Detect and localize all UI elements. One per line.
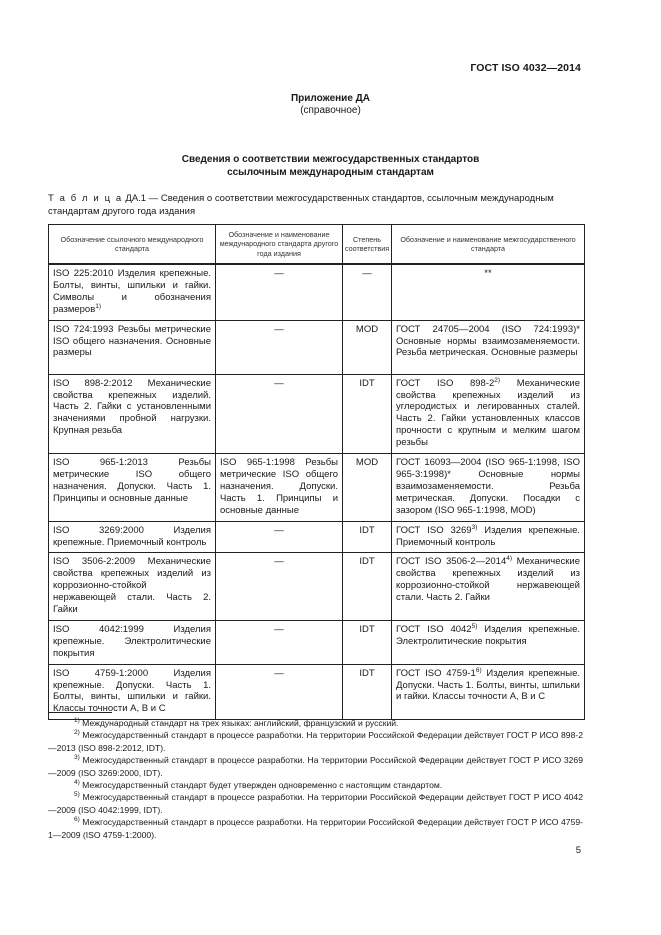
other-cell: — [216, 620, 343, 664]
gost-cell: ГОСТ 24705—2004 (ISO 724:1993)* Основные нормы взаимозаменяемости. Резьба метрическая. Основные размеры [392, 320, 585, 374]
table-row [49, 620, 585, 664]
appendix-subtitle: (справочное) [300, 105, 361, 116]
footnote-text: Межгосударственный стандарт в процессе разработки. На территории Российской Федерации действует ГОСТ Р ИСО 898-2—2013 (ISO 898-2:2012, IDT). [48, 730, 583, 753]
gost-text-tail: Изделия крепежные. Приемочный контроль [396, 524, 580, 548]
footnote-divider [48, 712, 112, 713]
gost-text: ГОСТ ISO 898-2 [396, 377, 495, 389]
degree-cell: — [343, 264, 392, 320]
degree-cell: IDT [343, 521, 392, 553]
footnote-item [48, 717, 583, 729]
footnote-ref: 2) [494, 376, 501, 384]
footnote-number: 3) [74, 754, 80, 762]
degree-cell: MOD [343, 454, 392, 522]
other-cell: — [216, 264, 343, 320]
other-cell: — [216, 374, 343, 453]
footnote-number: 4) [74, 779, 80, 787]
footnote-text: Международный стандарт на трех языках: английский, французский и русский. [79, 718, 399, 728]
ref-text: ISO 225:2010 Изделия крепежные. Болты, винты, шпильки и гайки. Символы и обозначения размеров [53, 268, 211, 315]
correspondence-table [48, 224, 585, 720]
gost-text-tail: Механические свойства крепежных изделий из углеродистых и легированных сталей. Часть 2. Гайки установленных классов прочности с крупным и мелким шагом резьбы [396, 377, 580, 449]
section-title-line-2: ссылочным международным стандартам [227, 167, 434, 178]
page-number: 5 [575, 845, 581, 856]
table-row [49, 374, 585, 453]
gost-cell [392, 620, 585, 664]
degree-cell: IDT [343, 664, 392, 720]
footnote-item [48, 754, 583, 779]
table-row [49, 454, 585, 522]
header-other-year-standard: Обозначение и наименование международного стандарта другого года издания [216, 225, 343, 265]
document-code-header: ГОСТ ISO 4032—2014 [470, 62, 581, 74]
footnote-ref: 5) [471, 622, 478, 630]
gost-cell [392, 374, 585, 453]
gost-text-tail: Механические свойства крепежных изделий из коррозионно-стойкой нержавеющей стали. Часть 2. Гайки [396, 556, 580, 604]
degree-cell: IDT [343, 374, 392, 453]
table-row [49, 521, 585, 553]
footnote-item [48, 729, 583, 754]
ref-cell: ISO 4042:1999 Изделия крепежные. Электролитические покрытия [49, 620, 216, 664]
footnote-ref: 6) [475, 666, 482, 674]
table-row [49, 553, 585, 621]
footnote-number: 1) [74, 717, 80, 724]
appendix-heading [0, 93, 661, 117]
ref-cell: ISO 3506-2:2009 Механические свойства крепежных изделий из коррозионно-стойкой нержавеющей стали. Часть 2. Гайки [49, 553, 216, 621]
section-title [0, 153, 661, 179]
footnote-text: Межгосударственный стандарт будет утвержден одновременно с настоящим стандартом. [79, 780, 443, 791]
ref-cell: ISO 4759-1:2000 Изделия крепежные. Допуски. Часть 1. Болты, винты, шпильки и гайки. Классы точности А, В и С [49, 664, 216, 720]
footnote-number: 6) [74, 816, 80, 824]
other-cell: — [216, 521, 343, 553]
gost-cell [392, 664, 585, 720]
gost-text-tail: Изделия крепежные. Электролитические покрытия [396, 623, 580, 647]
gost-text: ГОСТ ISO 3269 [396, 524, 472, 536]
degree-cell: MOD [343, 320, 392, 374]
gost-cell [392, 521, 585, 553]
ref-cell [49, 264, 216, 320]
footnote-ref: 4) [506, 555, 513, 563]
footnotes [48, 717, 583, 841]
footnote-ref: 1) [95, 302, 102, 310]
table-header-row [49, 225, 585, 265]
degree-cell: IDT [343, 620, 392, 664]
footnote-item [48, 816, 583, 841]
footnote-number: 5) [74, 791, 80, 799]
table-caption [48, 192, 583, 218]
gost-text: ГОСТ ISO 4759-1 [396, 667, 476, 679]
gost-cell: ГОСТ 16093—2004 (ISO 965-1:1998, ISO 965-3:1998)* Основные нормы взаимозаменяемости. Резьба метрическая. Допуски. Посадки с зазором (ISO 965-1:1998, MOD) [392, 454, 585, 522]
other-cell: ISO 965-1:1998 Резьбы метрические ISO общего назначения. Допуски. Часть 1. Принципы и основные данные [216, 454, 343, 522]
header-gost-standard: Обозначение и наименование межгосударственного стандарта [392, 225, 585, 265]
table-row [49, 320, 585, 374]
degree-cell: IDT [343, 553, 392, 621]
gost-cell [392, 553, 585, 621]
footnote-item [48, 791, 583, 816]
header-ref-standard: Обозначение ссылочного международного стандарта [49, 225, 216, 265]
gost-text: ГОСТ ISO 4042 [396, 623, 472, 635]
footnote-text: Межгосударственный стандарт в процессе разработки. На территории Российской Федерации действует ГОСТ Р ИСО 4042—2009 (ISO 4042:1999, IDT). [48, 792, 583, 815]
gost-text: ГОСТ ISO 3506-2—2014 [396, 556, 507, 568]
footnote-item [48, 779, 583, 791]
ref-cell: ISO 3269:2000 Изделия крепежные. Приемочный контроль [49, 521, 216, 553]
table-row [49, 664, 585, 720]
table-row [49, 264, 585, 320]
footnote-text: Межгосударственный стандарт в процессе разработки. На территории Российской Федерации действует ГОСТ Р ИСО 4759-1—2009 (ISO 4759-1:2000). [48, 817, 583, 840]
ref-cell: ISO 898-2:2012 Механические свойства крепежных изделий. Часть 2. Гайки с установленными значениями пробной нагрузки. Крупная резьба [49, 374, 216, 453]
other-cell: — [216, 664, 343, 720]
ref-cell: ISO 965-1:2013 Резьбы метрические ISO общего назначения. Допуски. Часть 1. Принципы и основные данные [49, 454, 216, 522]
gost-text: ** [484, 268, 492, 279]
other-cell: — [216, 553, 343, 621]
footnote-ref: 3) [471, 523, 478, 531]
appendix-title: Приложение ДА [290, 93, 371, 104]
header-degree: Степень соответствия [343, 225, 392, 265]
table-caption-prefix: Т а б л и ц а [48, 193, 123, 204]
footnote-text: Межгосударственный стандарт в процессе разработки. На территории Российской Федерации действует ГОСТ Р ИСО 3269—2009 (ISO 3269:2000, IDT). [48, 755, 583, 778]
gost-text-tail: Изделия крепежные. Допуски. Часть 1. Болты, винты, шпильки и гайки. Классы точности А, В и С [396, 667, 581, 703]
gost-cell [392, 264, 585, 320]
other-cell: — [216, 320, 343, 374]
table-caption-text: ДА.1 — Сведения о соответствии межгосударственных стандартов, ссылочным международным стандартам другого года издания [48, 193, 554, 217]
section-title-line-1: Сведения о соответствии межгосударственных стандартов [181, 154, 480, 165]
ref-cell: ISO 724:1993 Резьбы метрические ISO общего назначения. Основные размеры [49, 320, 216, 374]
footnote-number: 2) [74, 729, 80, 737]
